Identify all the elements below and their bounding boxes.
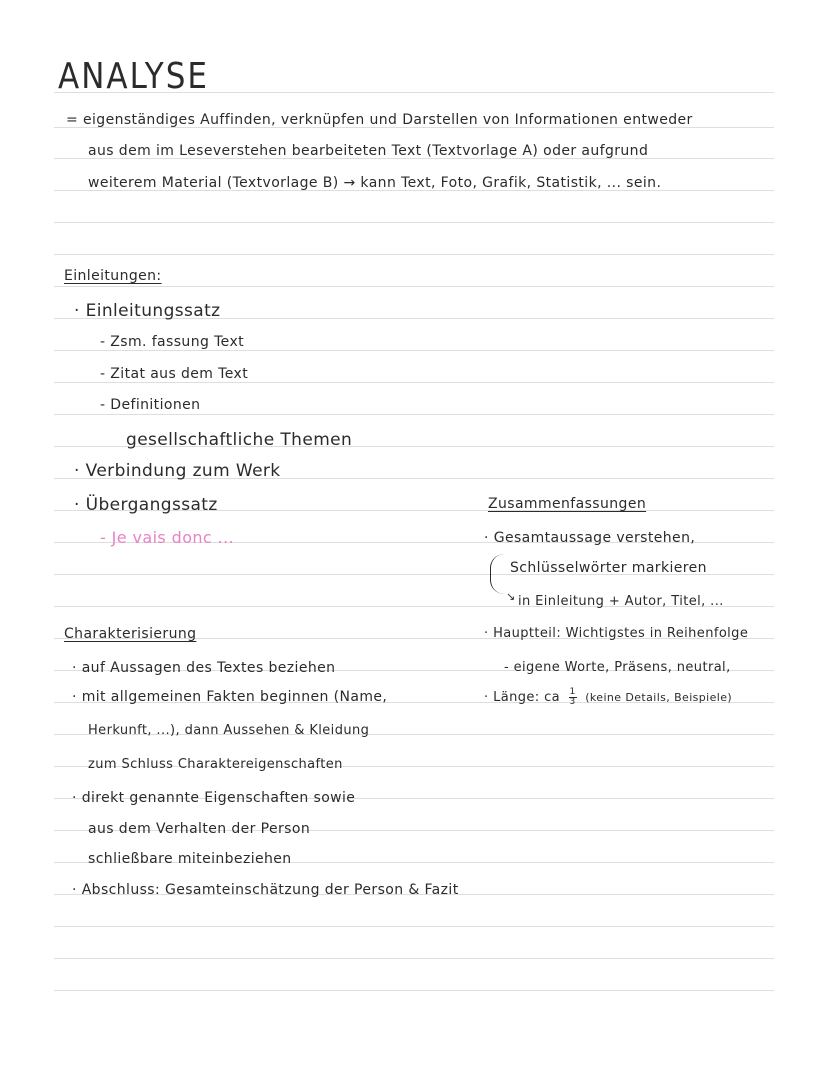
list-item: - Zitat aus dem Text — [100, 366, 249, 382]
fraction-denominator: 3 — [569, 697, 576, 707]
list-item: - Definitionen — [100, 397, 201, 413]
list-item — [484, 688, 732, 707]
pink-note: - Je vais donc ... — [100, 528, 235, 547]
list-item: - eigene Worte, Präsens, neutral, — [504, 660, 731, 675]
list-item: · Hauptteil: Wichtigstes in Reihenfolge — [484, 626, 749, 641]
list-item: zum Schluss Charaktereigenschaften — [88, 757, 343, 772]
zusammenfassungen-heading: Zusammenfassungen — [488, 496, 647, 512]
list-item: schließbare miteinbeziehen — [88, 851, 292, 867]
bracket-mark — [490, 554, 505, 594]
list-item: · mit allgemeinen Fakten beginnen (Name, — [72, 689, 388, 705]
intro-line: = eigenständiges Auffinden, verknüpfen und Darstellen von Informationen entweder — [66, 112, 693, 128]
intro-line: weiterem Material (Textvorlage B) → kann Text, Foto, Grafik, Statistik, ... sein. — [88, 175, 662, 191]
list-item: · Abschluss: Gesamteinschätzung der Person & Fazit — [72, 882, 459, 898]
list-item: · auf Aussagen des Textes beziehen — [72, 660, 336, 676]
length-note: (keine Details, Beispiele) — [585, 691, 733, 704]
fraction — [569, 688, 577, 707]
intro-line: aus dem im Leseverstehen bearbeiteten Text (Textvorlage A) oder aufgrund — [88, 143, 649, 159]
list-item: · Gesamtaussage verstehen, — [484, 530, 696, 546]
charakterisierung-heading: Charakterisierung — [64, 626, 197, 642]
list-item: · Einleitungssatz — [74, 301, 221, 321]
list-item: - Zsm. fassung Text — [100, 334, 245, 350]
list-item: · Übergangssatz — [74, 495, 218, 515]
list-item: · Verbindung zum Werk — [74, 461, 281, 481]
fraction-numerator: 1 — [569, 687, 576, 697]
page-title: ANALYSE — [58, 56, 209, 98]
list-item: aus dem Verhalten der Person — [88, 821, 311, 837]
einleitungen-heading: Einleitungen: — [64, 268, 162, 284]
list-item: · direkt genannte Eigenschaften sowie — [72, 790, 356, 806]
list-item: gesellschaftliche Themen — [126, 430, 353, 450]
list-item: in Einleitung + Autor, Titel, ... — [518, 594, 724, 609]
list-item: Herkunft, ...), dann Aussehen & Kleidung — [88, 723, 370, 738]
length-label: · Länge: ca — [484, 690, 560, 705]
list-item: Schlüsselwörter markieren — [510, 560, 707, 576]
arrow-icon: ↘ — [506, 590, 516, 603]
